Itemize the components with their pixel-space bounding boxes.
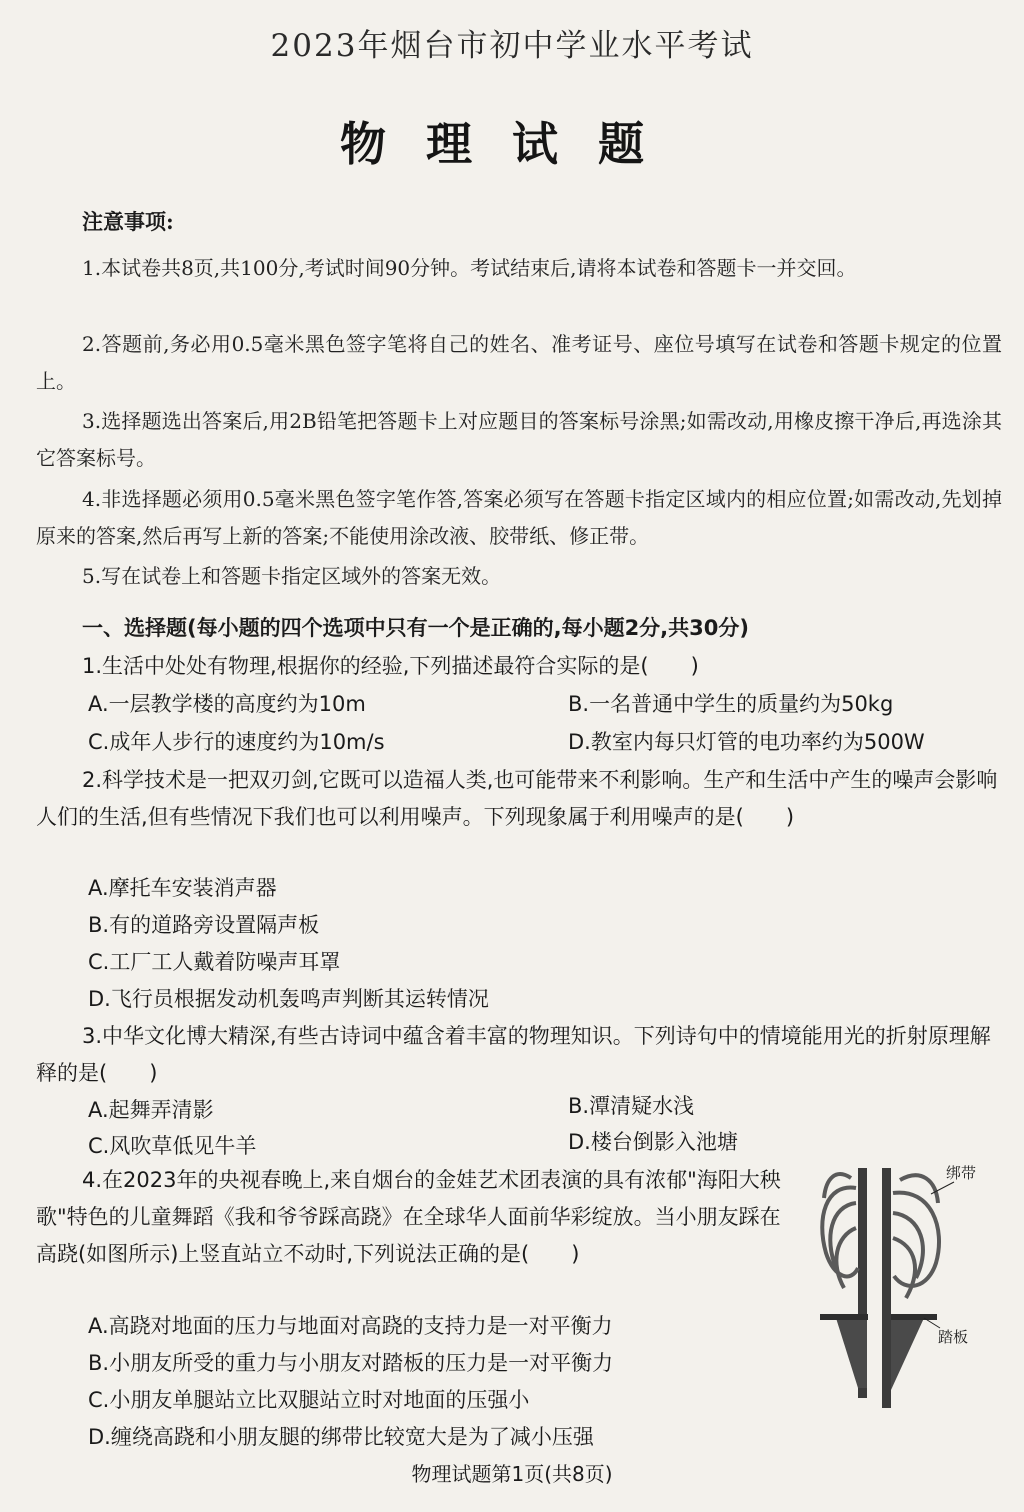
pedal-board-left [820,1314,868,1320]
notice-item: 5.写在试卷上和答题卡指定区域外的答案无效。 [82,564,502,588]
notice-item: 3.选择题选出答案后,用2B铅笔把答题卡上对应题目的答案标号涂黑;如需改动,用橡皮擦干净后,再选涂其它答案标号。 [36,409,1002,470]
pedal-board-right [891,1314,937,1320]
stilt-figure [796,1158,986,1428]
question-option: A.摩托车安装消声器 [88,876,277,900]
question-stem: 4.在2023年的央视春晚上,来自烟台的金娃艺术团表演的具有浓郁"海阳大秧歌"特色的儿童舞蹈《我和爷爷踩高跷》在全球华人面前华彩绽放。当小朋友踩在高跷(如图所示)上竖直站立不动时,下列说法正确的是( ) [36,1168,781,1266]
notice-heading: 注意事项: [82,209,174,234]
pedal-block-right [891,1318,924,1390]
section-title: 一、选择题(每小题的四个选项中只有一个是正确的,每小题2分,共30分) [82,616,749,640]
exam-title: 2023年烟台市初中学业水平考试 [270,28,754,64]
question-option: C.成年人步行的速度约为10m/s [88,730,385,754]
stilt-pole-right [882,1168,891,1408]
pedal-block-left [836,1318,867,1388]
question-option: A.一层教学楼的高度约为10m [88,692,366,716]
question-option: B.一名普通中学生的质量约为50kg [568,692,894,716]
question-option: A.起舞弄清影 [88,1098,214,1122]
question-stem: 2.科学技术是一把双刃剑,它既可以造福人类,也可能带来不利影响。生产和生活中产生的噪声会影响人们的生活,但有些情况下我们也可以利用噪声。下列现象属于利用噪声的是( ) [36,768,998,829]
figure-label-strap: 绑带 [946,1164,977,1182]
subject-title: 物理试题 [340,117,684,171]
question-stem: 3.中华文化博大精深,有些古诗词中蕴含着丰富的物理知识。下列诗句中的情境能用光的折射原理解释的是( ) [36,1024,991,1085]
question-option: D.缠绕高跷和小朋友腿的绑带比较宽大是为了减小压强 [88,1425,594,1449]
notice-item: 1.本试卷共8页,共100分,考试时间90分钟。考试结束后,请将本试卷和答题卡一并交回。 [82,256,857,280]
notice-item: 2.答题前,务必用0.5毫米黑色签字笔将自己的姓名、准考证号、座位号填写在试卷和答题卡规定的位置上。 [36,332,1002,393]
page-footer: 物理试题第1页(共8页) [411,1462,613,1486]
question-option: D.楼台倒影入池塘 [568,1130,738,1154]
notice-item: 4.非选择题必须用0.5毫米黑色签字笔作答,答案必须写在答题卡指定区域内的相应位置;如需改动,先划掉原来的答案,然后再写上新的答案;不能使用涂改液、胶带纸、修正带。 [36,487,1002,548]
question-option: D.教室内每只灯管的电功率约为500W [568,730,925,754]
question-stem: 1.生活中处处有物理,根据你的经验,下列描述最符合实际的是( ) [82,654,699,678]
question-option: B.有的道路旁设置隔声板 [88,913,320,937]
question-option: C.风吹草低见牛羊 [88,1134,257,1158]
question-option: C.工厂工人戴着防噪声耳罩 [88,950,341,974]
question-option: B.潭清疑水浅 [568,1094,695,1118]
question-option: B.小朋友所受的重力与小朋友对踏板的压力是一对平衡力 [88,1351,614,1375]
question-option: D.飞行员根据发动机轰鸣声判断其运转情况 [88,987,489,1011]
question-option: A.高跷对地面的压力与地面对高跷的支持力是一对平衡力 [88,1314,613,1338]
question-option: C.小朋友单腿站立比双腿站立时对地面的压强小 [88,1388,530,1412]
figure-label-pedal: 踏板 [938,1328,969,1346]
strap-left [822,1174,858,1288]
